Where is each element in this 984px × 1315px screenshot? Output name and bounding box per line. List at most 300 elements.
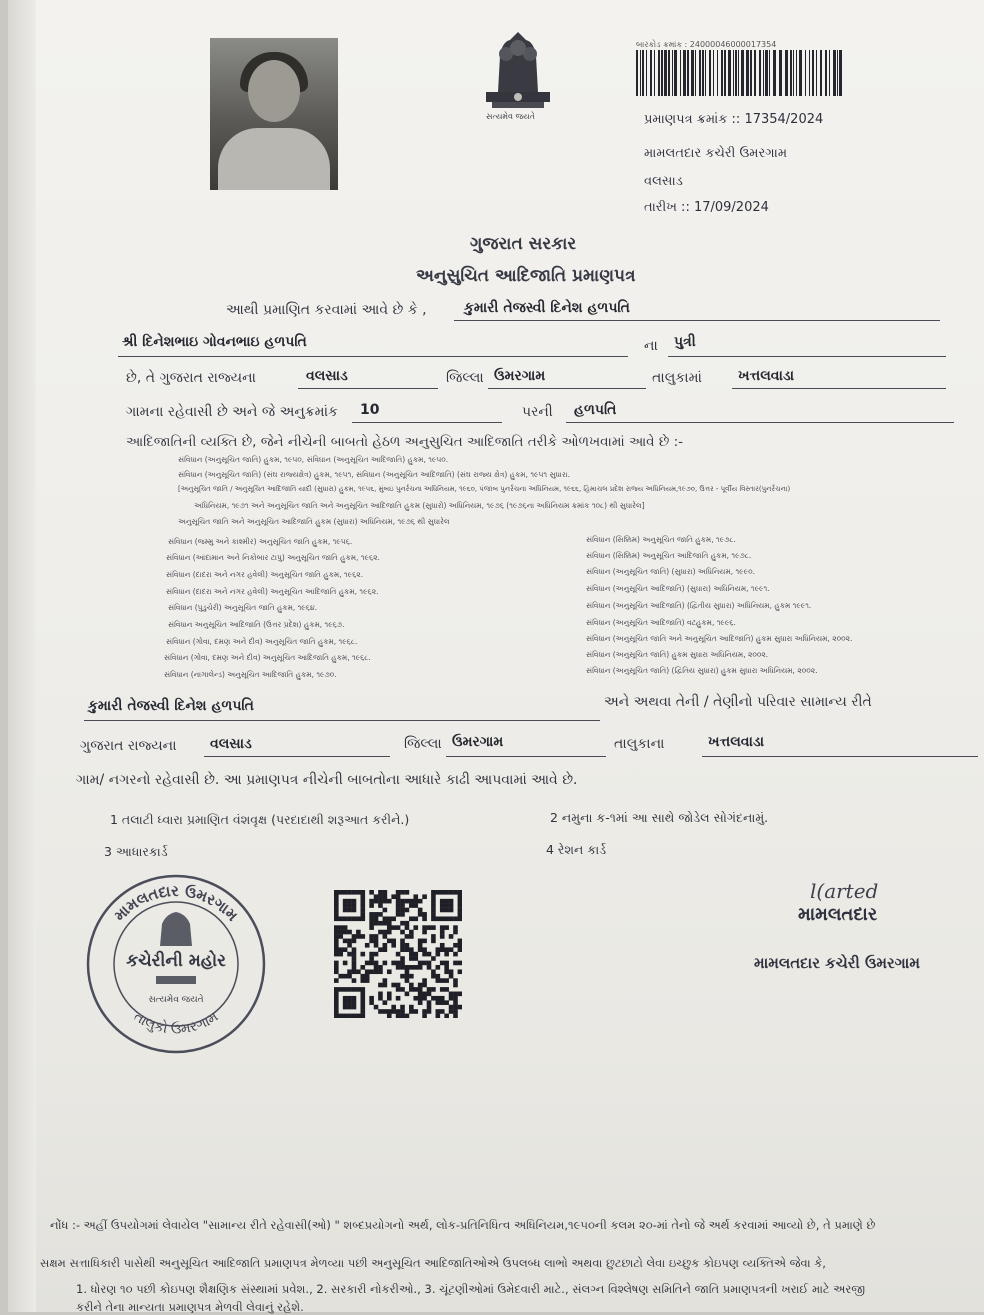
residence-district-rule [204, 756, 390, 757]
qr-module [400, 908, 405, 913]
barcode-bar [785, 50, 788, 96]
reference-left-5: સંવિધાન (પુડુચેરી) અનુસૂચિત જાતિ હુકમ, ૧૯૬૪. [168, 603, 317, 612]
qr-module [396, 925, 401, 930]
qr-module [413, 996, 418, 1001]
barcode-bar [765, 50, 768, 96]
qr-module [391, 943, 396, 948]
qr-module [453, 1014, 458, 1018]
qr-module [458, 912, 462, 917]
barcode-bar [654, 50, 655, 96]
qr-module [343, 925, 348, 930]
qr-module [387, 969, 392, 974]
signatory-office: મામલતદાર કચેરી ઉમરગામ [754, 954, 920, 972]
qr-module [378, 912, 383, 917]
qr-module [418, 961, 423, 966]
barcode-bar [829, 50, 830, 96]
qr-module [449, 996, 454, 1001]
qr-module [383, 943, 388, 948]
tribe-name: હળપતિ [574, 402, 617, 418]
reference-right-4: સંવિધાન (અનુસૂચિત આદિજાતિ) (સુધારા) અધિનિયમ, ૧૯૯૧. [586, 584, 770, 593]
qr-module [427, 925, 432, 930]
qr-module [427, 961, 432, 966]
qr-module [347, 987, 352, 992]
qr-module [400, 974, 405, 979]
qr-module [458, 943, 462, 948]
barcode-bar [724, 50, 726, 96]
qr-module [453, 930, 458, 935]
reference-left-7: સંવિધાન (ગોવા, દમણ અને દીવ) અનુસૂચિત જાતિ હુકમ, ૧૯૬૮. [166, 637, 358, 646]
qr-module [431, 908, 436, 913]
barcode-bar [699, 50, 701, 96]
qr-module [383, 916, 388, 921]
barcode-bar [805, 50, 806, 96]
qr-module [458, 899, 462, 904]
qr-module [440, 890, 445, 895]
qr-module [453, 961, 458, 966]
qr-module [383, 930, 388, 935]
barcode-bar [658, 50, 660, 96]
qr-module [400, 890, 405, 895]
qr-module [369, 912, 374, 917]
qr-module [383, 934, 388, 939]
qr-module [369, 952, 374, 957]
qr-module [391, 961, 396, 966]
qr-module [356, 934, 361, 939]
qr-module [396, 983, 401, 988]
qr-module [405, 965, 410, 970]
taluka-rule [488, 388, 646, 389]
residence-district: વલસાડ [210, 736, 252, 752]
qr-module [369, 961, 374, 966]
certificate-title: અનુસુચિત આદિજાતિ પ્રમાણપત્ર [416, 266, 636, 286]
qr-module [334, 899, 339, 904]
qr-module [360, 996, 365, 1001]
signature-scribble: l(arted [810, 879, 879, 903]
qr-module [453, 1000, 458, 1005]
qr-module [449, 1009, 454, 1014]
qr-module [365, 978, 370, 983]
qr-module [360, 899, 365, 904]
qr-module [374, 969, 379, 974]
qr-module [365, 943, 370, 948]
qr-module [378, 965, 383, 970]
recognition-text: આદિજાતિની વ્યક્તિ છે, જેને નીચેની બાબતો હેઠળ અનુસુચિત આદિજાતિ તરીકે ઓળખવામાં આવે છે :- [126, 434, 684, 450]
qr-module [453, 916, 458, 921]
barcode-bar [636, 50, 638, 96]
certificate-paper [8, 0, 984, 1312]
qr-module [334, 939, 339, 944]
qr-module [352, 961, 357, 966]
qr-module [422, 1014, 427, 1018]
qr-module [378, 983, 383, 988]
reference-right-6: સંવિધાન (અનુસૂચિત આદિજાતિ) વટહુકમ, ૧૯૯૬. [586, 618, 736, 627]
qr-module [444, 925, 449, 930]
qr-module [343, 903, 348, 908]
seal-center-text: કચેરીની મહોર [126, 951, 226, 971]
qr-module [338, 974, 343, 979]
qr-module [436, 996, 441, 1001]
qr-module [418, 939, 423, 944]
qr-module [422, 925, 427, 930]
village-rule [732, 388, 946, 389]
taluka-value: ઉમરગામ [494, 368, 546, 384]
qr-module [400, 943, 405, 948]
qr-module [436, 978, 441, 983]
government-title: ગુજરાત સરકાર [470, 234, 577, 254]
qr-module [347, 943, 352, 948]
qr-module [427, 965, 432, 970]
qr-module [338, 890, 343, 895]
qr-module [387, 992, 392, 997]
qr-module [436, 974, 441, 979]
barcode-number: બારકોડ ક્રમાંક : 24000046000017354 [636, 40, 777, 49]
qr-module [374, 934, 379, 939]
qr-module [369, 969, 374, 974]
qr-module [409, 974, 414, 979]
residence-name-rule [84, 720, 600, 721]
qr-module [431, 934, 436, 939]
qr-module [405, 899, 410, 904]
barcode-bar [721, 50, 723, 96]
qr-module [405, 1014, 410, 1018]
qr-module [338, 952, 343, 957]
qr-module [422, 978, 427, 983]
issuing-office: મામલતદાર કચેરી ઉમરગામ [644, 146, 788, 161]
qr-module [334, 912, 339, 917]
reference-left-1: સંવિધાન (જમ્મુ અને કાશ્મીર) અનુસૂચિત જાતિ હુકમ, ૧૯૫૬. [168, 537, 353, 546]
barcode-bar [680, 50, 681, 96]
qr-module [418, 996, 423, 1001]
qr-module [409, 1009, 414, 1014]
qr-module [431, 974, 436, 979]
barcode-bar [790, 50, 792, 96]
qr-module [360, 1000, 365, 1005]
qr-module [352, 947, 357, 952]
qr-module [427, 987, 432, 992]
footer-line-2: સક્ષમ સત્તાધિકારી પાસેથી અનુસૂચિત આદિજાતિ પ્રમાણપત્ર મેળવ્યા પછી અનુસૂચિત આદિજાતિઓએ ઉપલબ્ધ લાભો અથવા છુટછાટો લેવા ઇચ્છુક કોઇપણ વ્યક્તિએ જેવા કે, [40, 1256, 826, 1270]
issuing-district: વલસાડ [644, 174, 683, 189]
qr-module [356, 1014, 361, 1018]
qr-module [436, 916, 441, 921]
qr-module [396, 908, 401, 913]
qr-module [436, 952, 441, 957]
qr-module [444, 978, 449, 983]
qr-module [413, 956, 418, 961]
serial-prefix: ગામના રહેવાસી છે અને જે અનુક્રમાંક [126, 404, 338, 420]
village-value: ખત્તલવાડા [738, 368, 795, 384]
qr-module [396, 894, 401, 899]
residence-district-label: જિલ્લા [404, 736, 442, 752]
qr-module [387, 1014, 392, 1018]
qr-module [365, 961, 370, 966]
qr-module [356, 930, 361, 935]
barcode-bar [816, 50, 817, 96]
qr-module [422, 983, 427, 988]
qr-module [378, 921, 383, 926]
qr-module [431, 890, 436, 895]
barcode-bar [728, 50, 731, 96]
footer-line-4: કરીને તેના માન્યતા પ્રમાણપત્ર મેળવી લેવાનું રહેશે. [76, 1300, 304, 1314]
qr-module [409, 947, 414, 952]
qr-module [449, 903, 454, 908]
barcode-bar [837, 50, 838, 96]
qr-module [405, 978, 410, 983]
qr-module [413, 987, 418, 992]
qr-module [436, 1009, 441, 1014]
qr-module [444, 903, 449, 908]
qr-module [458, 939, 462, 944]
residence-taluka: ઉમરગામ [452, 734, 504, 750]
applicant-name: કુમારી તેજસ્વી દિનેશ હળપતિ [464, 300, 630, 316]
qr-module [449, 934, 454, 939]
qr-module [334, 947, 339, 952]
qr-module [396, 899, 401, 904]
qr-module [391, 916, 396, 921]
qr-module [427, 1005, 432, 1010]
qr-module [347, 899, 352, 904]
barcode-bar [702, 50, 704, 96]
qr-module [334, 992, 339, 997]
qr-module [458, 916, 462, 921]
qr-module [334, 978, 339, 983]
qr-module [391, 1009, 396, 1014]
qr-module [383, 961, 388, 966]
qr-module [400, 956, 405, 961]
qr-module [383, 983, 388, 988]
qr-module [458, 969, 462, 974]
qr-module [334, 890, 339, 895]
seal-top-text: મામલતદાર ઉમરગામ [110, 881, 242, 925]
qr-module [449, 890, 454, 895]
qr-module [400, 1009, 405, 1014]
qr-module [369, 934, 374, 939]
qr-module [334, 930, 339, 935]
issue-date: તારીખ :: 17/09/2024 [644, 200, 769, 215]
qr-module [387, 996, 392, 1001]
certificate-number: પ્રમાણપત્ર ક્રમાંક :: 17354/2024 [644, 112, 824, 127]
qr-module [458, 890, 462, 895]
barcode-bar [825, 50, 827, 96]
reference-left-8: સંવિધાન (ગોવા, દમણ અને દીવ) અનુસૂચિત આદિજાતિ હુકમ, ૧૯૬૮. [164, 653, 371, 662]
qr-module [338, 934, 343, 939]
qr-module [374, 961, 379, 966]
qr-module [378, 992, 383, 997]
qr-module [422, 916, 427, 921]
qr-module [352, 890, 357, 895]
barcode-bar [733, 50, 734, 96]
barcode [636, 50, 844, 96]
qr-module [422, 947, 427, 952]
barcode-bar [746, 50, 749, 96]
qr-module [458, 1005, 462, 1010]
seal-bottom-text: તાલુકો ઉમરગામ [130, 1008, 222, 1038]
qr-module [387, 939, 392, 944]
qr-module [360, 890, 365, 895]
qr-module [449, 947, 454, 952]
qr-module [458, 908, 462, 913]
qr-module [391, 894, 396, 899]
qr-module [360, 903, 365, 908]
qr-module [458, 894, 462, 899]
residence-name: કુમારી તેજસ્વી દિનેશ હળપતિ [88, 698, 254, 714]
qr-module [418, 947, 423, 952]
residence-taluka-rule [446, 756, 606, 757]
qr-module [334, 916, 339, 921]
barcode-bar [750, 50, 752, 96]
barcode-bar [674, 50, 677, 96]
qr-module [440, 978, 445, 983]
qr-module [396, 996, 401, 1001]
barcode-bar [812, 50, 814, 96]
qr-module [334, 969, 339, 974]
qr-module [391, 983, 396, 988]
qr-module [356, 969, 361, 974]
barcode-bar [687, 50, 689, 96]
district-rule [298, 388, 438, 389]
qr-module [338, 987, 343, 992]
barcode-bar [646, 50, 647, 96]
qr-module [405, 908, 410, 913]
qr-module [369, 916, 374, 921]
qr-module [431, 916, 436, 921]
qr-module [418, 943, 423, 948]
barcode-bar [717, 50, 718, 96]
qr-module [396, 903, 401, 908]
barcode-bar [754, 50, 756, 96]
basis-text: ગામ/ નગરનો રહેવાસી છે. આ પ્રમાણપત્ર નીચેની બાબતોના આધારે કાઢી આપવામાં આવે છે. [76, 772, 578, 788]
qr-module [334, 925, 339, 930]
qr-module [374, 912, 379, 917]
qr-module [431, 996, 436, 1001]
qr-module [334, 894, 339, 899]
qr-module [444, 987, 449, 992]
qr-module [352, 978, 357, 983]
document-4: 4 રેશન કાર્ડ [546, 842, 607, 857]
barcode-bar [664, 50, 667, 96]
qr-module [400, 921, 405, 926]
qr-module [458, 961, 462, 966]
qr-module [431, 956, 436, 961]
qr-module [352, 987, 357, 992]
qr-module [347, 1014, 352, 1018]
qr-module [440, 925, 445, 930]
reference-right-9: સંવિધાન (અનુસૂચિત જાતિ) (દ્વિતિય સુધારા) હુકમ સુધારા અધિનિયમ, ૨૦૦૨. [586, 666, 818, 675]
qr-module [374, 916, 379, 921]
reference-left-6: સંવિધાન અનુસૂચિત આદિજાતિ (ઉત્તર પ્રદેશ) હુકમ, ૧૯૬૭. [168, 620, 345, 629]
qr-module [347, 908, 352, 913]
qr-module [444, 916, 449, 921]
barcode-bar [695, 50, 696, 96]
qr-module [440, 943, 445, 948]
qr-module [444, 961, 449, 966]
district-label: જિલ્લા [446, 370, 484, 386]
qr-module [396, 961, 401, 966]
qr-module [413, 952, 418, 957]
qr-module [409, 1005, 414, 1010]
qr-module [449, 974, 454, 979]
qr-module [422, 992, 427, 997]
qr-module [387, 1009, 392, 1014]
qr-module [347, 903, 352, 908]
residence-village-rule [702, 756, 978, 757]
qr-module [369, 939, 374, 944]
qr-module [409, 952, 414, 957]
qr-module [440, 987, 445, 992]
qr-module [338, 925, 343, 930]
document-2: 2 નમુના ક-૧માં આ સાથે જોડેલ સોગંદનામું. [550, 810, 769, 825]
qr-module [343, 1000, 348, 1005]
qr-module [387, 925, 392, 930]
barcode-bar [793, 50, 794, 96]
qr-module [444, 965, 449, 970]
qr-module [360, 1005, 365, 1010]
barcode-bar [833, 50, 836, 96]
qr-module [431, 939, 436, 944]
serial-number: 10 [360, 402, 380, 418]
qr-module [343, 987, 348, 992]
reference-right-7: સંવિધાન (અનુસૂચિત જાતિ અને અનુસૂચિત આદિજાતિ) હુકમ સુધારા અધિનિયમ, ૨૦૦૨. [586, 634, 853, 643]
qr-module [360, 894, 365, 899]
qr-module [352, 965, 357, 970]
barcode-bar [668, 50, 670, 96]
qr-module [369, 899, 374, 904]
qr-module [458, 903, 462, 908]
barcode-bar [705, 50, 706, 96]
qr-module [431, 969, 436, 974]
qr-module [338, 1014, 343, 1018]
qr-module [431, 894, 436, 899]
qr-module [347, 1005, 352, 1010]
qr-module [400, 1014, 405, 1018]
qr-module [387, 930, 392, 935]
qr-module [343, 908, 348, 913]
qr-module [343, 974, 348, 979]
qr-module [453, 1005, 458, 1010]
qr-module [365, 974, 370, 979]
qr-module [334, 934, 339, 939]
emblem-motto: સત્યમેવ જયતે [486, 112, 535, 121]
reference-right-2: સંવિધાન (સિક્કિમ) અનુસૂચિત આદિજાતિ હુકમ, ૧૯૭૮. [586, 551, 752, 560]
qr-module [360, 1014, 365, 1018]
qr-module [444, 1000, 449, 1005]
qr-module [400, 961, 405, 966]
barcode-bar [820, 50, 822, 96]
qr-module [334, 961, 339, 966]
qr-module [427, 1009, 432, 1014]
qr-module [374, 943, 379, 948]
qr-module [409, 965, 414, 970]
qr-module [444, 947, 449, 952]
qr-module [383, 890, 388, 895]
reference-left-4: સંવિધાન (દાદરા અને નગર હવેલી) અનુસૂચિત આદિજાતિ હુકમ, ૧૯૬૨. [166, 587, 379, 596]
qr-module [360, 974, 365, 979]
qr-module [343, 930, 348, 935]
qr-module [453, 983, 458, 988]
reference-left-3: સંવિધાન (દાદરા અને નગર હવેલી) અનુસૂચિત જાતિ હુકમ, ૧૯૬૨. [166, 570, 364, 579]
qr-module [360, 912, 365, 917]
document-1: 1 તલાટી ધ્વારા પ્રમાણિત વંશવૃક્ષ (પરદાદાથી શરૂઆત કરીને.) [110, 812, 410, 827]
qr-module [352, 939, 357, 944]
qr-module [369, 903, 374, 908]
qr-module [378, 890, 383, 895]
qr-module [343, 996, 348, 1001]
qr-module [409, 934, 414, 939]
qr-module [343, 890, 348, 895]
qr-module [374, 965, 379, 970]
qr-module [396, 1009, 401, 1014]
qr-module [440, 1009, 445, 1014]
district-value: વલસાડ [306, 368, 348, 384]
